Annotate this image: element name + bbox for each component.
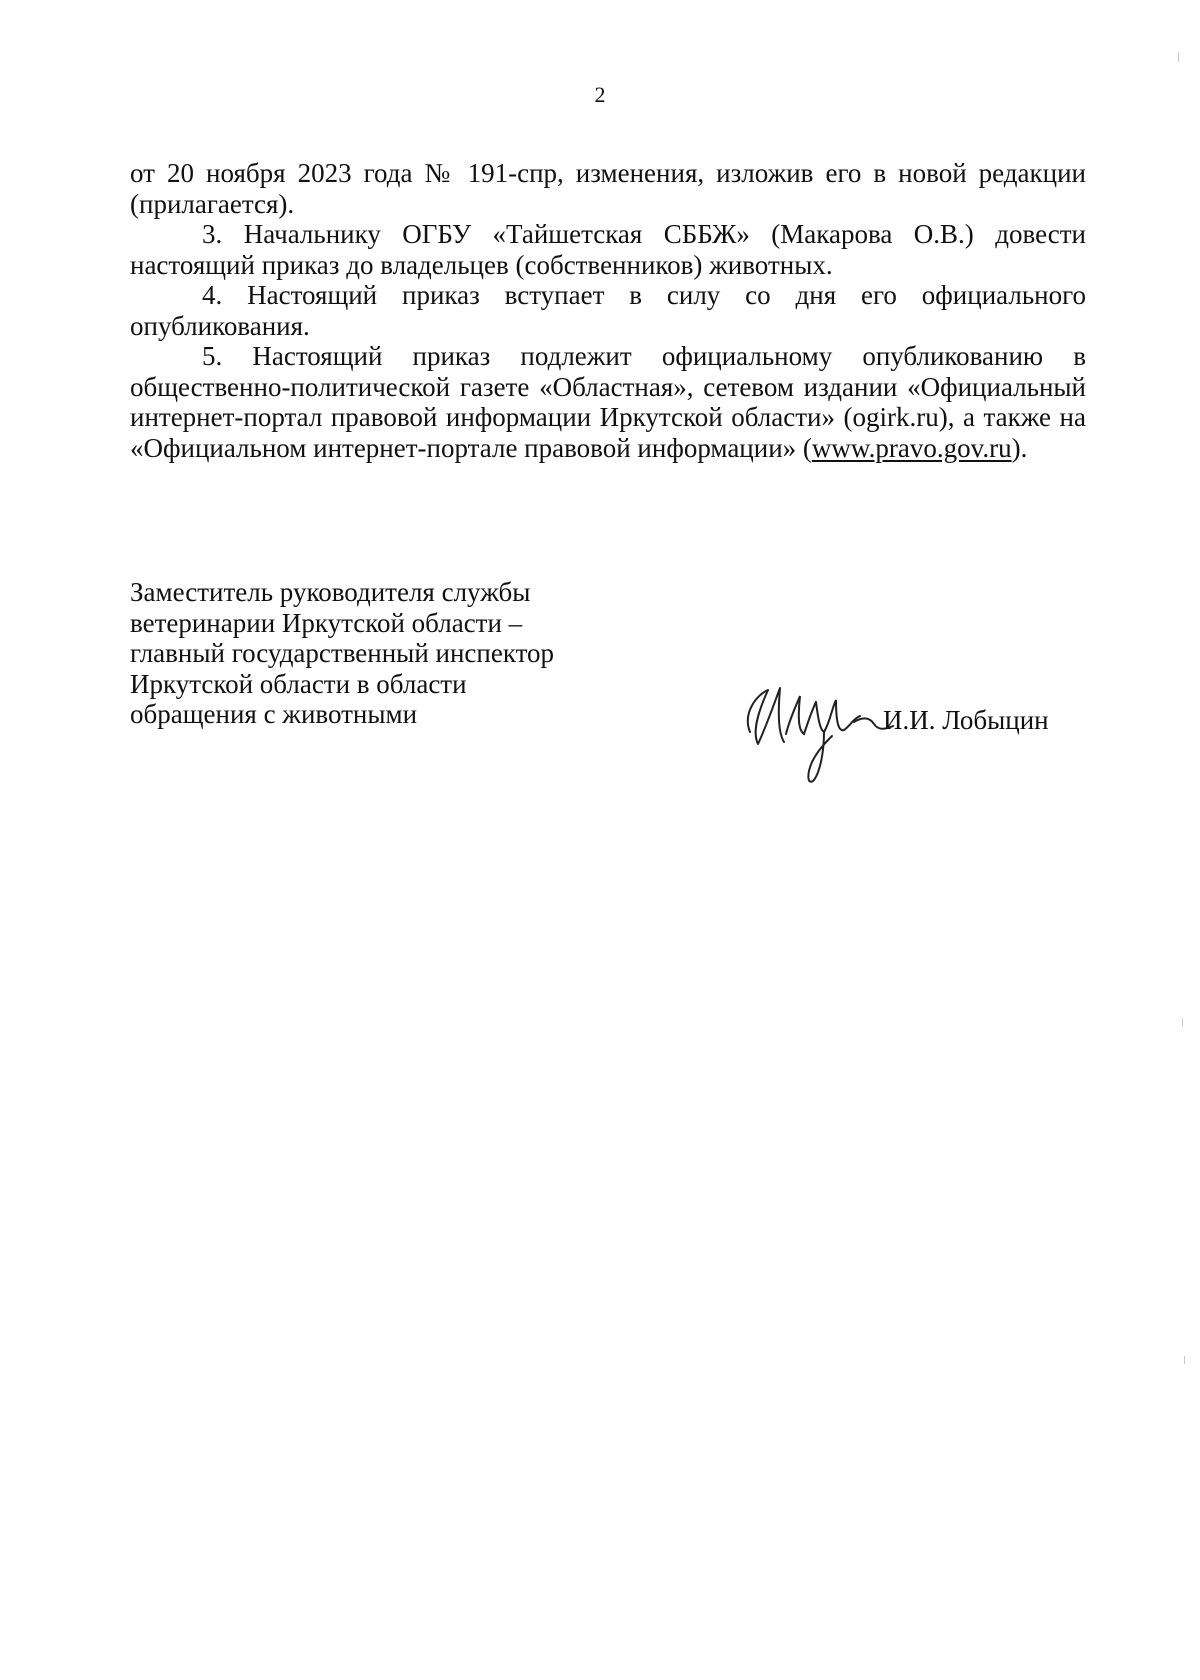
paragraph-item-5: [130, 341, 1086, 463]
signatory-position-line: Заместитель руководителя службы: [130, 577, 531, 607]
signatory-name: И.И. Лобыцин: [883, 705, 1049, 735]
signatory-position-line: Иркутской области в области: [130, 668, 467, 699]
signature-block: [728, 672, 1088, 792]
scan-artifact: [1184, 1356, 1185, 1364]
signatory-position-line: главный государственный инспектор: [130, 638, 555, 668]
scan-artifact: [1182, 1018, 1183, 1026]
paragraph-item-4: 4. Настоящий приказ вступает в силу со дня его официального опубликования.: [130, 280, 1086, 341]
signatory-position-line: обращения с животными: [130, 699, 418, 729]
paragraph-continuation: от 20 ноября 2023 года № 191-спр, изменения, изложив его в новой редакции (прилагается).: [130, 158, 1086, 219]
scan-artifact: [1178, 52, 1179, 62]
paragraph-item-5-end: ).: [1011, 432, 1028, 463]
paragraph-item-3: 3. Начальнику ОГБУ «Тайшетская СББЖ» (Макарова О.В.) довести настоящий приказ до владельцев (собственников) животных.: [130, 219, 1086, 280]
signatory-position-line: ветеринарии Иркутской области –: [130, 607, 523, 638]
handwritten-signature: [728, 672, 898, 792]
pravo-gov-link[interactable]: www.pravo.gov.ru: [811, 432, 1012, 463]
page-number: 2: [594, 82, 606, 107]
document-body: [130, 158, 1086, 463]
signatory-position: [130, 577, 650, 730]
paragraph-item-5-text: 5. Настоящий приказ подлежит официальному опубликованию в общественно-политической газете «Областная», сетевом издании «Официальный интернет-портал правовой информации Иркутской области» (ogirk.ru), а также на «Официальном интернет-портале правовой информации» (: [130, 341, 1086, 463]
